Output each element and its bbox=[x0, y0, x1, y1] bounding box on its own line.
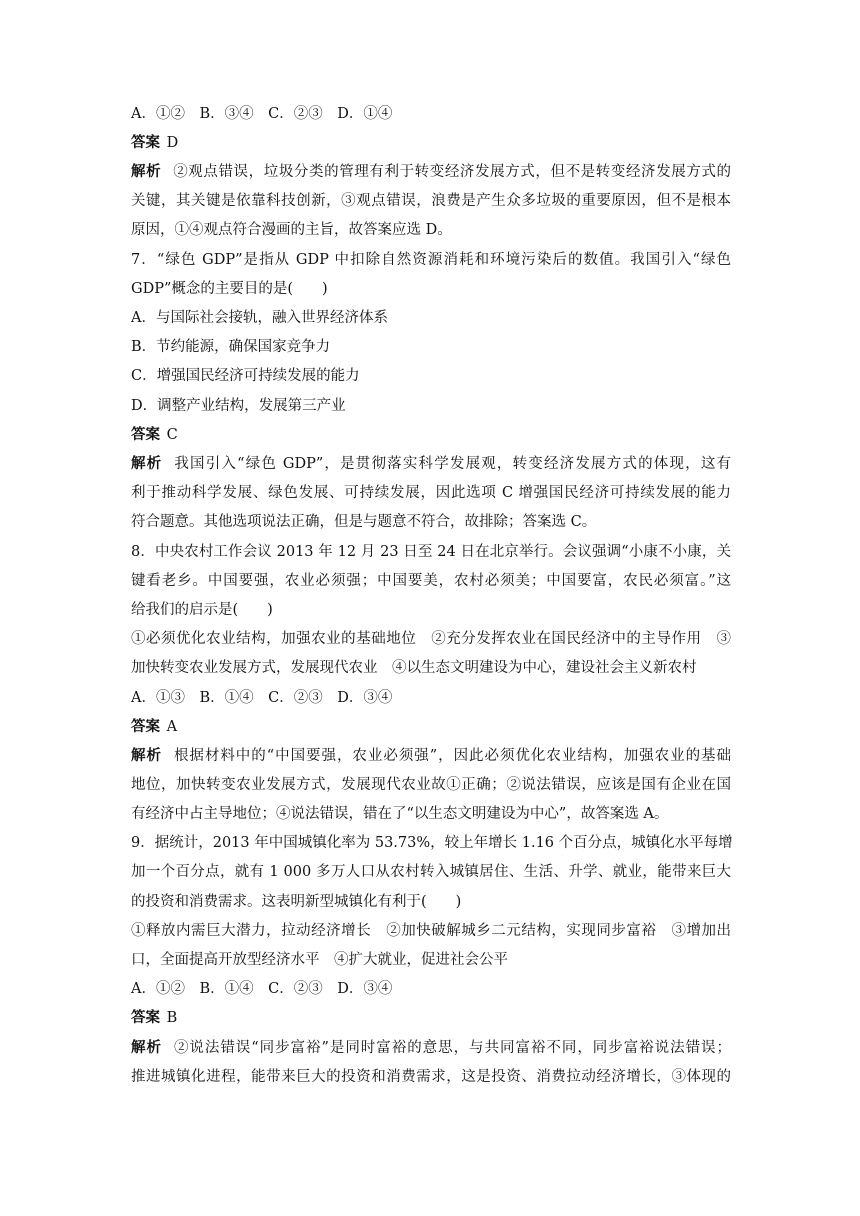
q9-choice-line-1: ①释放内需巨大潜力，拉动经济增长 ②加快破解城乡二元结构，实现同步富裕 ③增加出 bbox=[131, 923, 731, 939]
answer-value: D bbox=[166, 135, 179, 151]
q9-stem-line-3: 的投资和消费需求。这表明新型城镇化有利于( ) bbox=[131, 894, 462, 910]
q9-stem-line-1: 9．据统计，2013 年中国城镇化率为 53.73%，较上年增长 1.16 个百分点，城镇化水平每增 bbox=[131, 835, 733, 851]
q7-option-b: B．节约能源，确保国家竞争力 bbox=[131, 339, 331, 355]
q9-choice-line-2: 口，全面提高开放型经济水平 ④扩大就业，促进社会公平 bbox=[131, 952, 508, 968]
q8-stem-line-1: 8．中央农村工作会议 2013 年 12 月 23 日至 24 日在北京举行。会议强调“小康不小康，关 bbox=[131, 544, 731, 560]
q7-analysis-line-2: 利于推动科学发展、绿色发展、可持续发展，因此选项 C 增强国民经济可持续发展的能力 bbox=[131, 485, 731, 501]
q7-option-a: A．与国际社会接轨，融入世界经济体系 bbox=[131, 310, 388, 326]
answer-label: 答案 bbox=[131, 427, 160, 443]
answer-value: B bbox=[166, 1010, 178, 1026]
q6-analysis-line-2: 关键，其关键是依靠科技创新，③观点错误，浪费是产生众多垃圾的重要原因，但不是根本 bbox=[131, 193, 731, 209]
analysis-label: 解析 bbox=[131, 456, 163, 472]
q8-analysis-line-2: 地位，加快转变农业发展方式，发展现代农业故①正确；②说法错误，应该是国有企业在国 bbox=[131, 777, 731, 793]
q8-stem-line-3: 给我们的启示是( ) bbox=[131, 602, 273, 618]
q9-analysis-line-1: 解析 ②说法错误“同步富裕”是同时富裕的意思，与共同富裕不同，同步富裕说法错误； bbox=[131, 1040, 732, 1056]
q6-answer bbox=[131, 132, 178, 154]
answer-value: C bbox=[166, 427, 178, 443]
q8-answer bbox=[131, 716, 177, 738]
answer-label: 答案 bbox=[131, 135, 160, 151]
q8-analysis-line-1: 解析 根据材料中的“中国要强，农业必须强”，因此必须优化农业结构，加强农业的基础 bbox=[131, 748, 732, 764]
q8-stem-line-2: 键看老乡。中国要强，农业必须强；中国要美，农村必须美；中国要富，农民必须富。”这 bbox=[131, 573, 731, 589]
answer-label: 答案 bbox=[131, 1010, 160, 1026]
q8-analysis-line-3: 有经济中占主导地位；④说法错误，错在了“以生态文明建设为中心”，故答案选 A。 bbox=[131, 806, 669, 822]
answer-value: A bbox=[166, 719, 178, 735]
q7-stem-line-1: 7．“绿色 GDP”是指从 GDP 中扣除自然资源消耗和环境污染后的数值。我国引入“绿色 bbox=[131, 252, 731, 268]
q9-analysis-line-2: 推进城镇化进程，能带来巨大的投资和消费需求，这是投资、消费拉动经济增长，③体现的 bbox=[131, 1069, 731, 1085]
q9-stem-line-2: 加一个百分点，就有 1 000 多万人口从农村转入城镇居住、生活、升学、就业，能带来巨大 bbox=[131, 864, 731, 880]
q6-options: A．①② B．③④ C．②③ D．①④ bbox=[131, 106, 393, 122]
analysis-label: 解析 bbox=[131, 164, 162, 180]
answer-label: 答案 bbox=[131, 719, 160, 735]
q6-analysis-line-3: 原因，①④观点符合漫画的主旨，故答案应选 D。 bbox=[131, 222, 452, 238]
q7-option-c: C．增强国民经济可持续发展的能力 bbox=[131, 368, 360, 384]
q7-answer bbox=[131, 424, 178, 446]
q7-option-d: D．调整产业结构，发展第三产业 bbox=[131, 398, 346, 414]
analysis-label: 解析 bbox=[131, 1040, 162, 1056]
analysis-label: 解析 bbox=[131, 748, 162, 764]
q8-choice-line-1: ①必须优化农业结构，加强农业的基础地位 ②充分发挥农业在国民经济中的主导作用 ③ bbox=[131, 631, 731, 647]
q7-analysis-line-1: 解析 我国引入“绿色 GDP”，是贯彻落实科学发展观，转变经济发展方式的体现，这有 bbox=[131, 456, 731, 472]
q6-analysis-line-1: 解析 ②观点错误，垃圾分类的管理有利于转变经济发展方式，但不是转变经济发展方式的 bbox=[131, 164, 731, 180]
q7-analysis-line-3: 符合题意。其他选项说法正确，但是与题意不符合，故排除；答案选 C。 bbox=[131, 514, 597, 530]
q9-answer bbox=[131, 1007, 177, 1029]
q8-choice-line-2: 加快转变农业发展方式，发展现代农业 ④以生态文明建设为中心，建设社会主义新农村 bbox=[131, 660, 697, 676]
q9-options: A．①② B．①④ C．②③ D．③④ bbox=[131, 981, 393, 997]
q8-options: A．①③ B．①④ C．②③ D．③④ bbox=[131, 690, 393, 706]
q7-stem-line-2: GDP”概念的主要目的是( ) bbox=[131, 281, 328, 297]
